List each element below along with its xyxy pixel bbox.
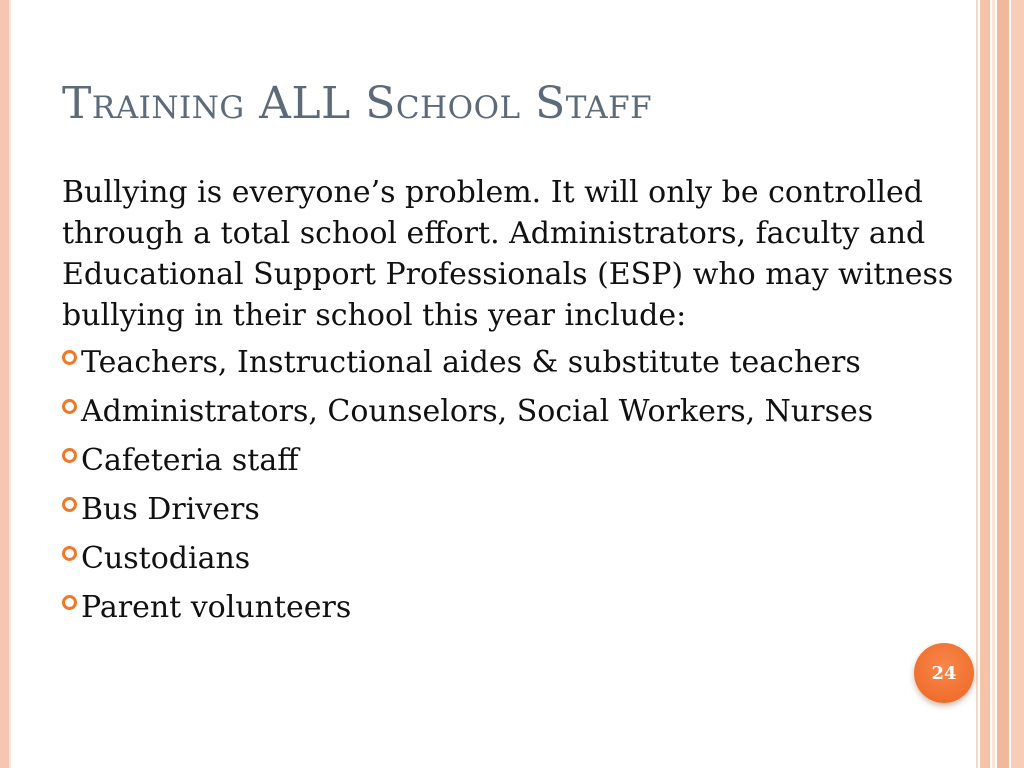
bullet-text: Parent volunteers xyxy=(81,590,352,625)
slide-body xyxy=(62,172,962,636)
right-decorative-stripes xyxy=(976,0,1024,768)
list-item xyxy=(62,440,962,481)
right-stripe xyxy=(1011,0,1024,768)
left-border-stripe xyxy=(0,0,9,768)
right-stripe xyxy=(976,0,978,768)
list-item xyxy=(62,538,962,579)
bullet-text: Administrators, Counselors, Social Workers, Nurses xyxy=(81,394,874,429)
ring-bullet-icon xyxy=(62,448,77,463)
page-number-badge: 24 xyxy=(914,643,974,703)
ring-bullet-icon xyxy=(62,350,77,365)
list-item xyxy=(62,489,962,530)
list-item xyxy=(62,342,962,383)
right-stripe xyxy=(992,0,995,768)
bullet-list xyxy=(62,342,962,628)
bullet-text: Cafeteria staff xyxy=(81,443,299,478)
right-stripe xyxy=(997,0,1009,768)
bullet-text: Bus Drivers xyxy=(81,492,260,527)
slide-title: Training ALL School Staff xyxy=(62,78,653,129)
bullet-text: Custodians xyxy=(81,541,251,576)
ring-bullet-icon xyxy=(62,546,77,561)
list-item xyxy=(62,587,962,628)
bullet-text: Teachers, Instructional aides & substitute teachers xyxy=(81,345,861,380)
list-item xyxy=(62,391,962,432)
right-stripe xyxy=(980,0,990,768)
ring-bullet-icon xyxy=(62,595,77,610)
ring-bullet-icon xyxy=(62,497,77,512)
left-border-inner-stripe xyxy=(9,0,11,768)
ring-bullet-icon xyxy=(62,399,77,414)
intro-paragraph: Bullying is everyone’s problem. It will only be controlled through a total school effort. Administrators, faculty and Educational Support Professionals (ESP) who may witness bullying in their school this year include: xyxy=(62,175,954,333)
